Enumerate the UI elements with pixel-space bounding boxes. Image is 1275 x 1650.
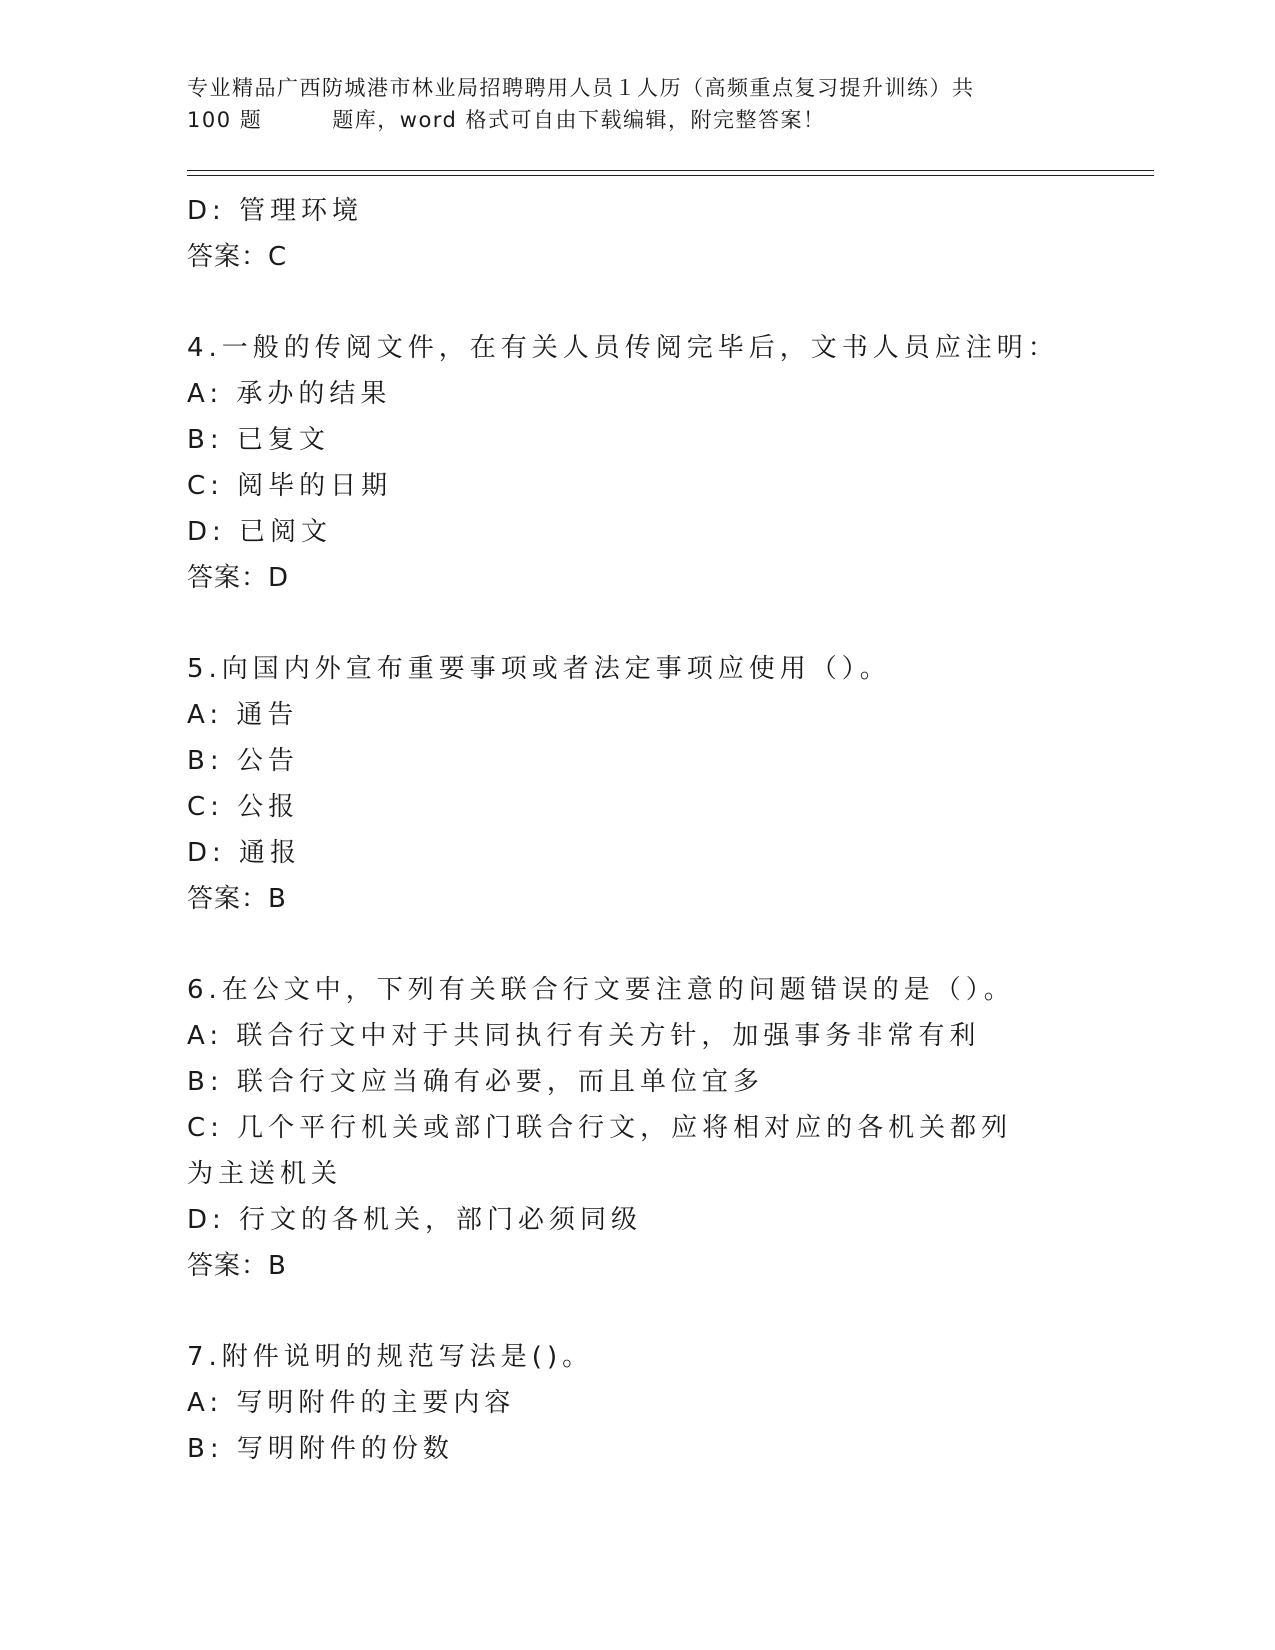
header-count: 100 题 [187, 108, 263, 132]
option-b: B: 公告 [187, 746, 299, 776]
option-a: A: 通告 [187, 700, 299, 730]
answer: 答案：B [187, 884, 287, 914]
option-d: D: 通报 [187, 838, 302, 868]
question-text: 6.在公文中，下列有关联合行文要注意的问题错误的是（）。 [187, 975, 1015, 1005]
option-b: B: 写明附件的份数 [187, 1434, 454, 1464]
option-a: A: 联合行文中对于共同执行有关方针，加强事务非常有利 [187, 1021, 981, 1051]
question-text: 5.向国内外宣布重要事项或者法定事项应使用（）。 [187, 654, 891, 684]
header-line-2 [187, 104, 1087, 136]
header-description: 题库，word 格式可自由下载编辑，附完整答案！ [332, 108, 826, 132]
question-list [187, 188, 1087, 1472]
header-rule-top [187, 170, 1154, 171]
option-a: A: 写明附件的主要内容 [187, 1388, 516, 1418]
question-text: 7.附件说明的规范写法是()。 [187, 1342, 594, 1372]
option-c: C: 公报 [187, 792, 300, 822]
option-d: D: 管理环境 [187, 196, 364, 226]
answer: 答案：C [187, 242, 288, 272]
option-a: A: 承办的结果 [187, 379, 392, 409]
document-header [187, 72, 1087, 136]
option-c: C: 阅毕的日期 [187, 471, 393, 501]
option-b: B: 已复文 [187, 425, 330, 455]
answer: 答案：B [187, 1251, 287, 1281]
answer: 答案：D [187, 563, 290, 593]
option-b: B: 联合行文应当确有必要，而且单位宜多 [187, 1067, 764, 1097]
option-d: D: 行文的各机关，部门必须同级 [187, 1205, 643, 1235]
header-rule-bottom [187, 175, 1154, 176]
header-line-1: 专业精品广西防城港市林业局招聘聘用人员１人历（高频重点复习提升训练）共 [187, 76, 975, 100]
question-text: 4.一般的传阅文件，在有关人员传阅完毕后，文书人员应注明： [187, 333, 1059, 363]
option-c: C: 几个平行机关或部门联合行文，应将相对应的各机关都列为主送机关 [187, 1113, 1013, 1189]
option-d: D: 已阅文 [187, 517, 333, 547]
